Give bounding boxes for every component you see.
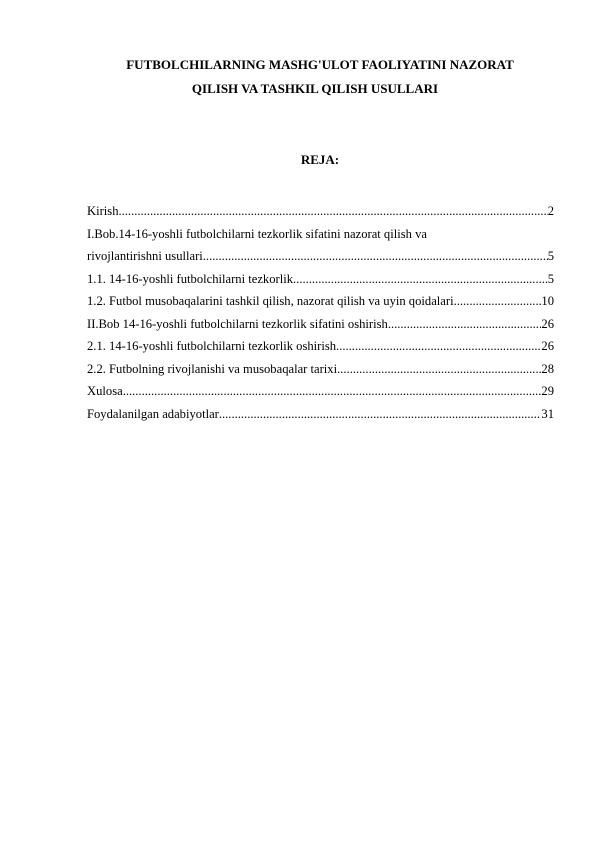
toc-entry-section-2-2 <box>87 358 554 381</box>
plan-heading: REJA: <box>300 152 340 167</box>
toc-entry-intro <box>87 200 554 223</box>
toc-entry-label: 2.2. Futbolning rivojlanishi va musobaqalar tarixi <box>87 361 338 376</box>
toc-leader-dots <box>293 268 548 291</box>
toc-entry-page: 10 <box>541 294 554 308</box>
toc-entry-chapter2 <box>87 313 554 336</box>
toc-leader-dots <box>337 358 541 381</box>
toc-entry-page: 5 <box>547 249 554 263</box>
toc-entry-page: 5 <box>547 271 554 286</box>
document-title-line-1: FUTBOLCHILARNING MASHG'ULOT FAOLIYATINI NAZORAT <box>126 57 514 72</box>
toc-entry-page: 31 <box>541 406 554 421</box>
toc-leader-dots <box>336 335 541 358</box>
toc-entry-page: 26 <box>541 316 554 331</box>
toc-leader-dots <box>388 313 542 336</box>
toc-entry-label: rivojlantirishni usullari <box>87 249 203 263</box>
toc-leader-dots <box>203 245 548 268</box>
toc-entry-label: Foydalanilgan adabiyotlar <box>87 406 219 421</box>
toc-entry-references <box>87 403 554 426</box>
toc-entry-page: 2 <box>547 204 554 218</box>
toc-entry-label: II.Bob 14-16-yoshli futbolchilarni tezkorlik sifatini oshirish <box>87 316 388 331</box>
toc-entry-page: 26 <box>541 339 554 353</box>
toc-leader-dots <box>118 200 547 223</box>
toc-leader-dots <box>454 290 542 313</box>
table-of-contents <box>87 200 554 425</box>
toc-entry-label: 2.1. 14-16-yoshli futbolchilarni tezkorlik oshirish <box>87 339 337 353</box>
toc-entry-section-2-1 <box>87 335 554 358</box>
toc-entry-section-1-1 <box>87 268 554 291</box>
toc-entry-section-1-2 <box>87 290 554 313</box>
toc-leader-dots <box>123 380 542 403</box>
toc-entry-page: 29 <box>541 384 554 398</box>
toc-leader-dots <box>219 403 542 426</box>
toc-entry-label: 1.1. 14-16-yoshli futbolchilarni tezkorlik <box>87 271 294 286</box>
toc-entry-chapter1 <box>87 245 554 268</box>
toc-entry-page: 28 <box>541 361 554 376</box>
toc-entry-label: Kirish <box>87 204 119 218</box>
document-title-line-2: QILISH VA TASHKIL QILISH USULLARI <box>191 81 439 96</box>
toc-entry-label: 1.2. Futbol musobaqalarini tashkil qilish, nazorat qilish va uyin qoidalari <box>87 294 454 308</box>
toc-entry-conclusion <box>87 380 554 403</box>
toc-entry-label: Xulosa <box>87 384 123 398</box>
toc-entry-chapter1-line1: I.Bob.14-16-yoshli futbolchilarni tezkorlik sifatini nazorat qilish va <box>87 226 427 241</box>
